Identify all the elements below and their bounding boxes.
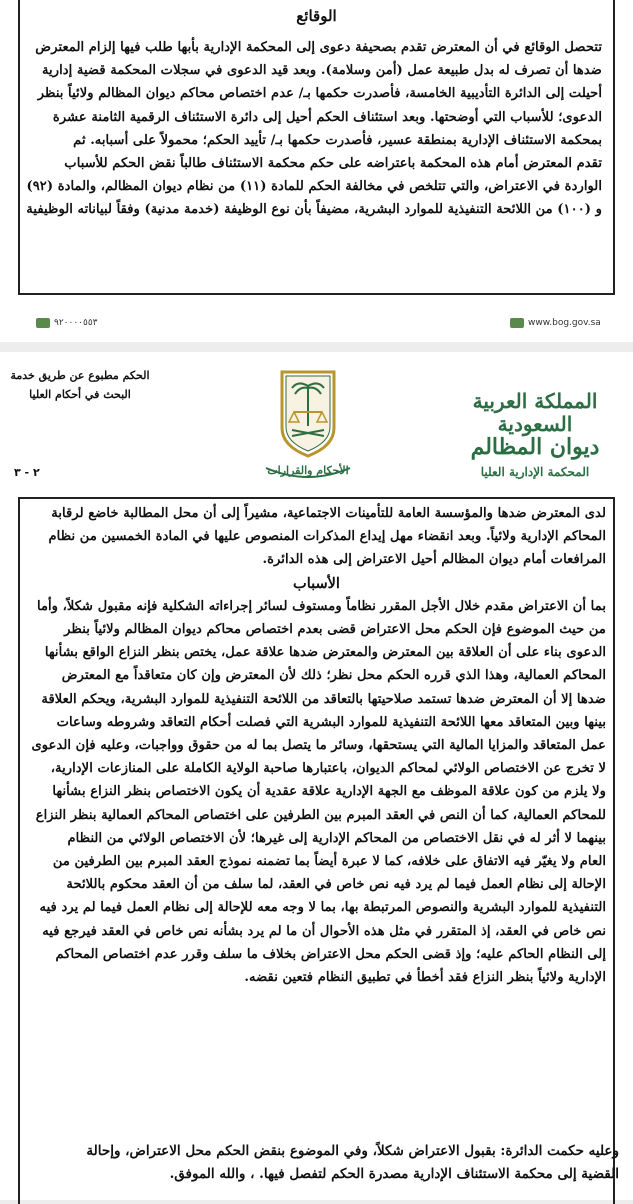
print-note-line: البحث في أحكام العليا [29,388,131,401]
country-name: المملكة العربية السعودية [472,389,598,436]
ruling-line: وعليه حكمت الدائرة: بقبول الاعتراض شكلاً، وفي الموضوع بنقض الحكم محل الاعتراض، وإحالة [86,1143,619,1159]
text-line: تتحصل الوقائع في أن المعترض تقدم بصحيفة دعوى إلى المحكمة الإدارية بأبها طلب فيها إلزام المعترض [35,40,602,55]
text-line: للمحاكم العمالية، كما أن النص في العقد المبرم بين الطرفين على اختصاص المحاكم العمالية بنظر النزاع [35,807,606,823]
text-line: الإحالة إلى نظام العمل فيما لم يرد فيه نص خاص في العقد، لما سلف من أن العقد محكوم باللائحة [66,877,606,893]
court-emblem-icon [248,364,368,484]
text-line: عمل المتعاقد والمزايا المالية التي يستحقها، وسائر ما يتصل بما له من حقوق وواجبات، وعليه فإن الدعوى [31,738,606,754]
text-line: المحاكم العمالية، وهذا الذي قرره الحكم محل نظر؛ ذلك لأن المعترض وإن كان متعاقداً مع المعترض [61,668,606,684]
text-line: بمحكمة الاستئناف الإدارية بمنطقة عسير، فأصدرت حكمها بـ/ تأييد الحكم؛ محمولاً على أسبابه. ثم [73,132,602,148]
print-note-line: الحكم مطبوع عن طريق خدمة [10,369,150,382]
facts-text [26,36,602,222]
page-2 [0,352,633,1200]
text-line: العام ولا يغيّر فيه الاتفاق على خلافه، كما لا عبرة أيضاً بما تضمنه نموذج العقد المبرم بين الطرفين من [52,854,606,870]
ruling-line: القضية إلى محكمة الاستئناف الإدارية مصدرة الحكم لتفصل فيها. ، والله الموفق. [169,1166,619,1183]
page-1 [0,0,633,342]
section-heading-reasons: الأسباب [293,574,340,592]
text-line: بينها وبين المتعاقد معها اللائحة التنفيذية للموارد البشرية التي فصلت أحكام التعاقد وشروطه وساعات [56,714,606,730]
text-line: المرافعات أمام ديوان المظالم أحيل الاعتراض إلى هذه الدائرة. [262,552,606,568]
text-line: الإدارية ولائياً بنظر النزاع فقد أخطأ في تطبيق النظام فتعين نقضه. [244,970,606,986]
page-number: ٢ - ٣ [14,466,40,479]
text-line: تقدم المعترض أمام هذه المحكمة باعتراضه على حكم محكمة الاستئناف طالباً نقض الحكم للأسباب [64,156,602,172]
text-line: من حيث الموضوع فإن الحكم محل الاعتراض قضى بعدم اختصاص محاكم ديوان المظالم ولائياً بنظر [64,622,606,638]
text-line: بينهما لا أثر له في نقل الاختصاص من المحاكم الإدارية إلى غيرها؛ لأن الاختصاص الولائي من النظام [67,830,606,846]
print-note [10,366,150,404]
text-line: أحيلت إلى الدائرة التأديبية الخامسة، فأصدرت حكمها بـ/ عدم اختصاص محاكم ديوان المظالم ولائياً بنظر [37,86,602,102]
phone-number: ٩٢٠٠٠٠٥٥٣ [54,318,98,328]
institution-header [455,390,615,479]
text-line: ولا يلزم من كون علاقة الموظف مع الجهة الإدارية علاقة عقدية أن يكون الاختصاص بنظر النزاع بشأنها [52,784,606,800]
text-line: ضدها أن تصرف له بدل طبيعة عمل (أمن وسلامة). وبعد قيد الدعوى في سجلات المحكمة قضية إدارية [41,63,602,79]
judgment-text [27,502,606,989]
text-line: التنفيذية للموارد البشرية والنصوص المرتبطة بها، بما لا وجه معه للإحالة إلى نظام العمل فيما لم يرد فيه [39,900,606,916]
text-line: لدى المعترض ضدها والمؤسسة العامة للتأمينات الاجتماعية، مشيراً إلى أن محل المطالبة خاضع لرقابة [51,506,606,521]
website-url: www.bog.gov.sa [528,318,601,328]
section-heading-facts: الوقائع [296,7,337,25]
phone-icon [36,318,50,328]
diwan-name: ديوان المظالم [470,434,600,460]
text-line: المحاكم الإدارية ولائياً. وبعد انقضاء مهل إيداع المذكرات المنصوص عليها في المادة الخمسين من نظام [48,529,606,545]
text-line: لا تخرج عن الاختصاص الولائي لمحاكم الديوان، باعتبارها صاحبة الولاية الكاملة على المنازعات الإدارية، [50,761,606,777]
text-line: الواردة في الاعتراض، والتي تتلخص في مخالفة الحكم للمادة (١١) من نظام ديوان المظالم، والمادة (٩٢) [26,179,602,195]
website-icon [510,318,524,328]
text-line: إلى النظام الحاكم عليه؛ وإذ قضى الحكم محل الاعتراض بخلاف ما سلف وقرر عدم اختصاص المحاكم [55,946,606,962]
footer-website [510,318,601,328]
ruling-text [14,1140,619,1186]
text-line: الدعوى؛ للأسباب التي أوضحتها. وبعد استئناف الحكم أحيل إلى دائرة الاستئناف الرقمية الثامنة عشرة [52,109,602,125]
text-line: نص خاص في العقد، إذ المتقرر في مثل هذه الأحوال أن ما لم يرد بشأنه نص خاص في العقد فيرجع فيه [42,923,606,939]
text-line: بما أن الاعتراض مقدم خلال الأجل المقرر نظاماً ومستوف لسائر إجراءاته الشكلية فإنه مقبول شكلاً، وأما [36,598,606,614]
text-line: و (١٠٠) من اللائحة التنفيذية للموارد البشرية، مضيفاً بأن نوع الوظيفة (خدمة مدنية) وفقاً لبياناته الوظيفية [26,202,602,218]
court-name: المحكمة الإدارية العليا [480,465,590,479]
emblem-caption: الأحكام والقرارات [267,464,349,477]
text-line: ضدها إلا أن المعترض ضدها تستمد صلاحيتها بالتعاقد من اللائحة التنفيذية للموارد البشرية، ويحكم العلاقة [41,691,606,707]
text-line: الدعوى بناء على أن العلاقة بين المعترض والمعترض ضدها علاقة عمل، يختص بنظر النزاع الواقع بشأنها [44,645,606,661]
footer-phone [36,318,98,328]
